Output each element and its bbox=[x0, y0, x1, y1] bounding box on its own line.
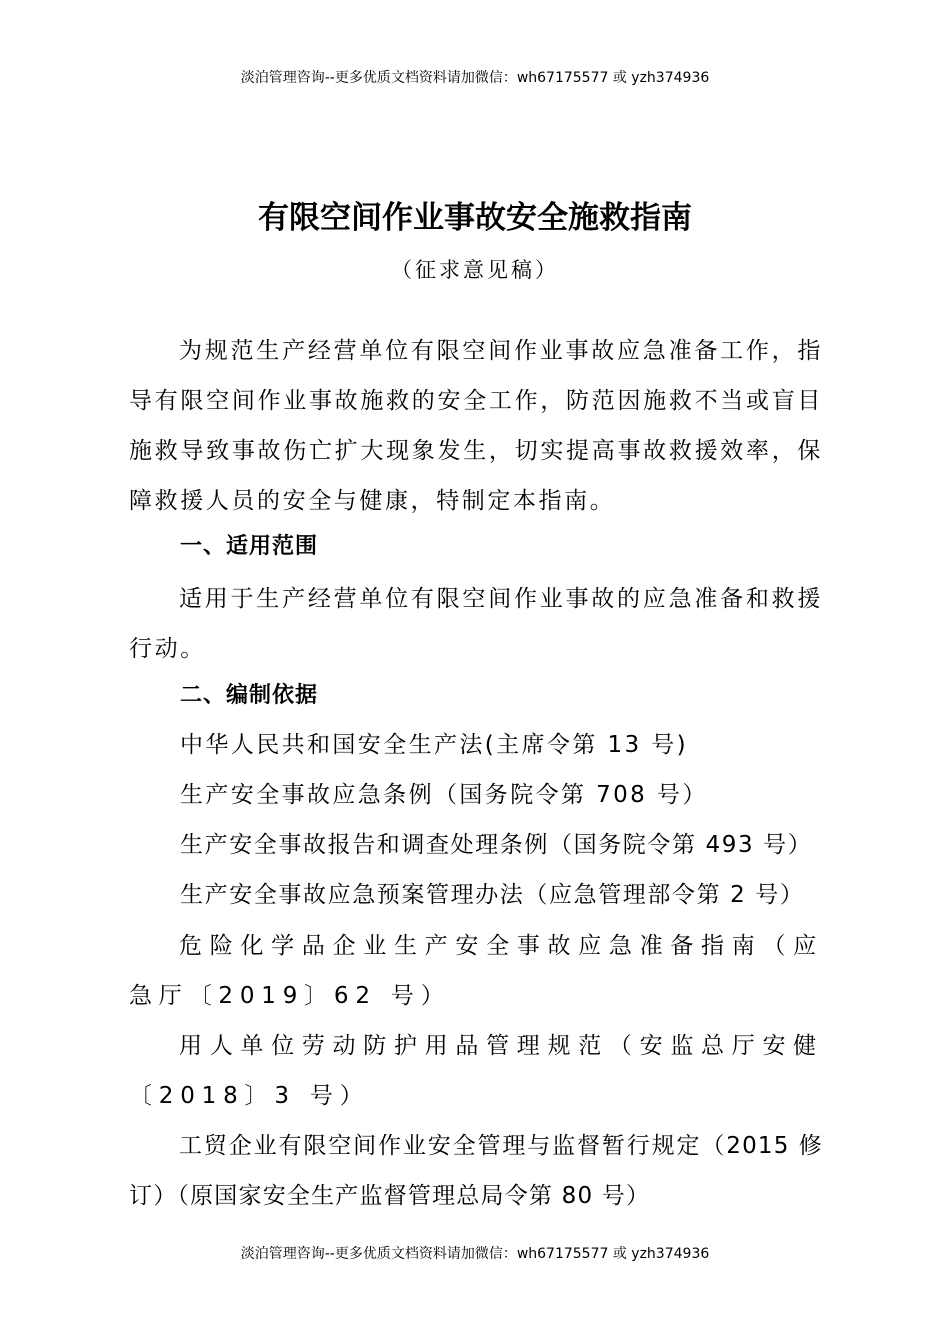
page-footer-note: 淡泊管理咨询--更多优质文档资料请加微信：wh67175577 或 yzh374936 bbox=[240, 1246, 710, 1262]
document-subtitle: （征求意见稿） bbox=[391, 258, 559, 282]
basis-item: 生产安全事故应急预案管理办法（应急管理部令第 2 号） bbox=[180, 882, 805, 908]
intro-paragraph: 为规范生产经营单位有限空间作业事故应急准备工作，指导有限空间作业事故施救的安全工作，防范因施救不当或盲目施救导致事故伤亡扩大现象发生，切实提高事故救援效率，保障救援人员的安全与健康，特制定本指南。 bbox=[129, 338, 823, 514]
basis-item: 用人单位劳动防护用品管理规范（安监总厅安健〔2018〕3 号） bbox=[129, 1033, 823, 1109]
page-header-note: 淡泊管理咨询--更多优质文档资料请加微信：wh67175577 或 yzh374936 bbox=[240, 70, 710, 86]
scope-paragraph: 适用于生产经营单位有限空间作业事故的应急准备和救援行动。 bbox=[129, 586, 823, 662]
basis-item: 危险化学品企业生产安全事故应急准备指南（应急厅〔2019〕62 号） bbox=[129, 933, 823, 1009]
intro-paragraph-block bbox=[129, 326, 823, 526]
basis-item: 工贸企业有限空间作业安全管理与监督暂行规定（2015 修订）（原国家安全生产监督管理总局令第 80 号） bbox=[129, 1133, 823, 1209]
basis-item: 生产安全事故应急条例（国务院令第 708 号） bbox=[180, 782, 708, 808]
section-heading-scope: 一、适用范围 bbox=[180, 534, 319, 559]
basis-item: 生产安全事故报告和调查处理条例（国务院令第 493 号） bbox=[180, 832, 813, 858]
basis-item-block bbox=[129, 921, 823, 1021]
basis-item-block bbox=[129, 1121, 823, 1221]
basis-item: 中华人民共和国安全生产法(主席令第 13 号) bbox=[180, 732, 689, 758]
section-heading-basis: 二、编制依据 bbox=[180, 683, 319, 708]
basis-item-block bbox=[129, 1021, 823, 1121]
scope-paragraph-block bbox=[129, 574, 823, 674]
document-title: 有限空间作业事故安全施救指南 bbox=[258, 200, 692, 236]
